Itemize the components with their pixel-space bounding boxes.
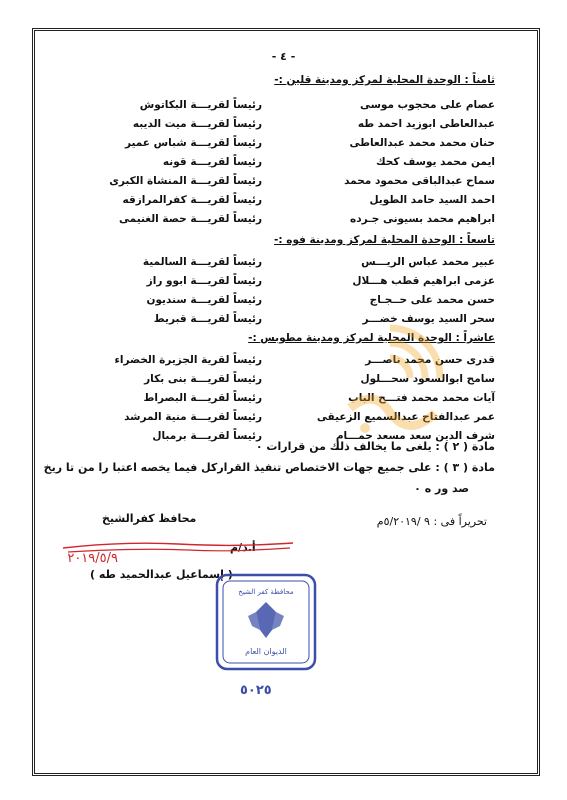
person-name: عصام على محجوب موسى [359,99,495,111]
person-role: رئيساً لقريـــة كفرالمرازقه [122,194,262,206]
person-name: حسن محمد على حــجـاج [369,294,495,306]
handwritten-signature [58,526,298,566]
list-item [0,294,567,310]
list-item [0,373,567,389]
person-role: رئيساً لقريـــة السالمية [142,256,262,268]
list-item [0,392,567,408]
person-role: رئيساً لقريـــة ميت الديبه [132,118,262,130]
person-role: رئيساً لقريـــة منية المرشد [124,411,262,423]
person-name: سحر السيد يوسف خضـــر [362,313,495,325]
list-item [0,118,567,134]
eagle-emblem-icon [256,602,276,638]
person-name: سماح عبدالباقى محمود محمد [344,175,495,187]
person-role: رئيساً لقريـــة البصراط [143,392,262,404]
person-role: رئيساً لقريـــة قونه [162,156,262,168]
section-title-8: ثامناً : الوحدة المحلية لمركز ومدينة قلين :- [274,74,495,86]
list-item [0,275,567,291]
article-3: مادة ( ٣ ) : على جميع جهات الاختصاص تنفيذ القراركل فيما يخصه اعتبا را من تا ريخ [43,461,495,474]
person-role: رئيساً لقرية الجزيرة الخضراء [114,354,262,366]
person-name: عبير محمد عباس الريـــس [361,256,495,268]
governor-degree: أ.د/م [230,541,256,554]
article-3-continuation: صد ور ه ٠ [414,482,469,495]
person-role: رئيساً لقريـــة شباس عمير [124,137,262,149]
person-role: رئيساً لقريـــة سنديون [146,294,262,306]
person-name: ابراهيم محمد بسيونى جـرده [350,213,495,225]
article-2: مادة ( ٢ ) : يلغى ما يخالف ذلك من قرارات ٠ [255,440,495,453]
list-item [0,156,567,172]
person-role: رئيساً لقريـــة حصة الغنيمى [119,213,262,225]
governor-title: محافظ كفرالشيخ [102,512,197,525]
list-item [0,213,567,229]
person-name: عبدالعاطى ابوزيد احمد طه [357,118,495,130]
stamp-number: ٥٠٢٥ [240,683,272,698]
handwritten-date: ٢٠١٩/٥/٩ [67,551,118,566]
list-item [0,194,567,210]
person-name: حنان محمد محمد عبدالعاطى [349,137,495,149]
person-name: شرف الدين سعد مسعد حمـــام [335,430,495,442]
person-name: قدرى حسن محمد ناصـــر [365,354,495,366]
person-name: ايمن محمد يوسف كحك [376,156,495,168]
stamp-bottom-text: الديوان العام [245,647,287,656]
list-item [0,175,567,191]
list-item [0,411,567,427]
person-name: سامح ابوالسعود سحـــلول [360,373,495,385]
list-item [0,137,567,153]
person-name: عمر عبدالفتاح عبدالسميع الزعيقى [316,411,495,423]
person-role: رئيساً لقريـــة ابوو راز [146,275,262,287]
list-item [0,313,567,329]
governor-name: ( إسماعيل عبدالحميد طه ) [90,568,233,581]
person-name: عزمى ابراهيم قطب هـــلال [352,275,495,287]
person-role: رئيساً لقريـــة بنى بكار [144,373,262,385]
person-role: رئيساً لقريـــة قبريط [153,313,262,325]
section-title-10: عاشراً : الوحدة المحلية لمركز ومدينة مطوبس :- [248,332,495,344]
person-name: آيات محمد محمد فتـــح الباب [348,392,495,404]
person-role: رئيساً لقريـــة برمبال [152,430,262,442]
person-role: رئيساً لقريـــة المنشاة الكبرى [109,175,262,187]
person-name: احمد السيد حامد الطويل [369,194,495,206]
list-item [0,256,567,272]
page-number: - ٤ - [271,50,296,63]
official-stamp [214,572,318,672]
stamp-top-text: محافظة كفر الشيخ [238,588,294,596]
list-item [0,354,567,370]
section-title-9: تاسعاً : الوحدة المحلية لمركز ومدينة فوه :- [274,234,495,246]
list-item [0,99,567,115]
watermark-logo [330,318,450,448]
person-role: رئيساً لقريـــة البكاتوش [139,99,262,111]
date-line: تحريراً فى : ٩ /٥/٢٠١٩م [376,515,487,528]
